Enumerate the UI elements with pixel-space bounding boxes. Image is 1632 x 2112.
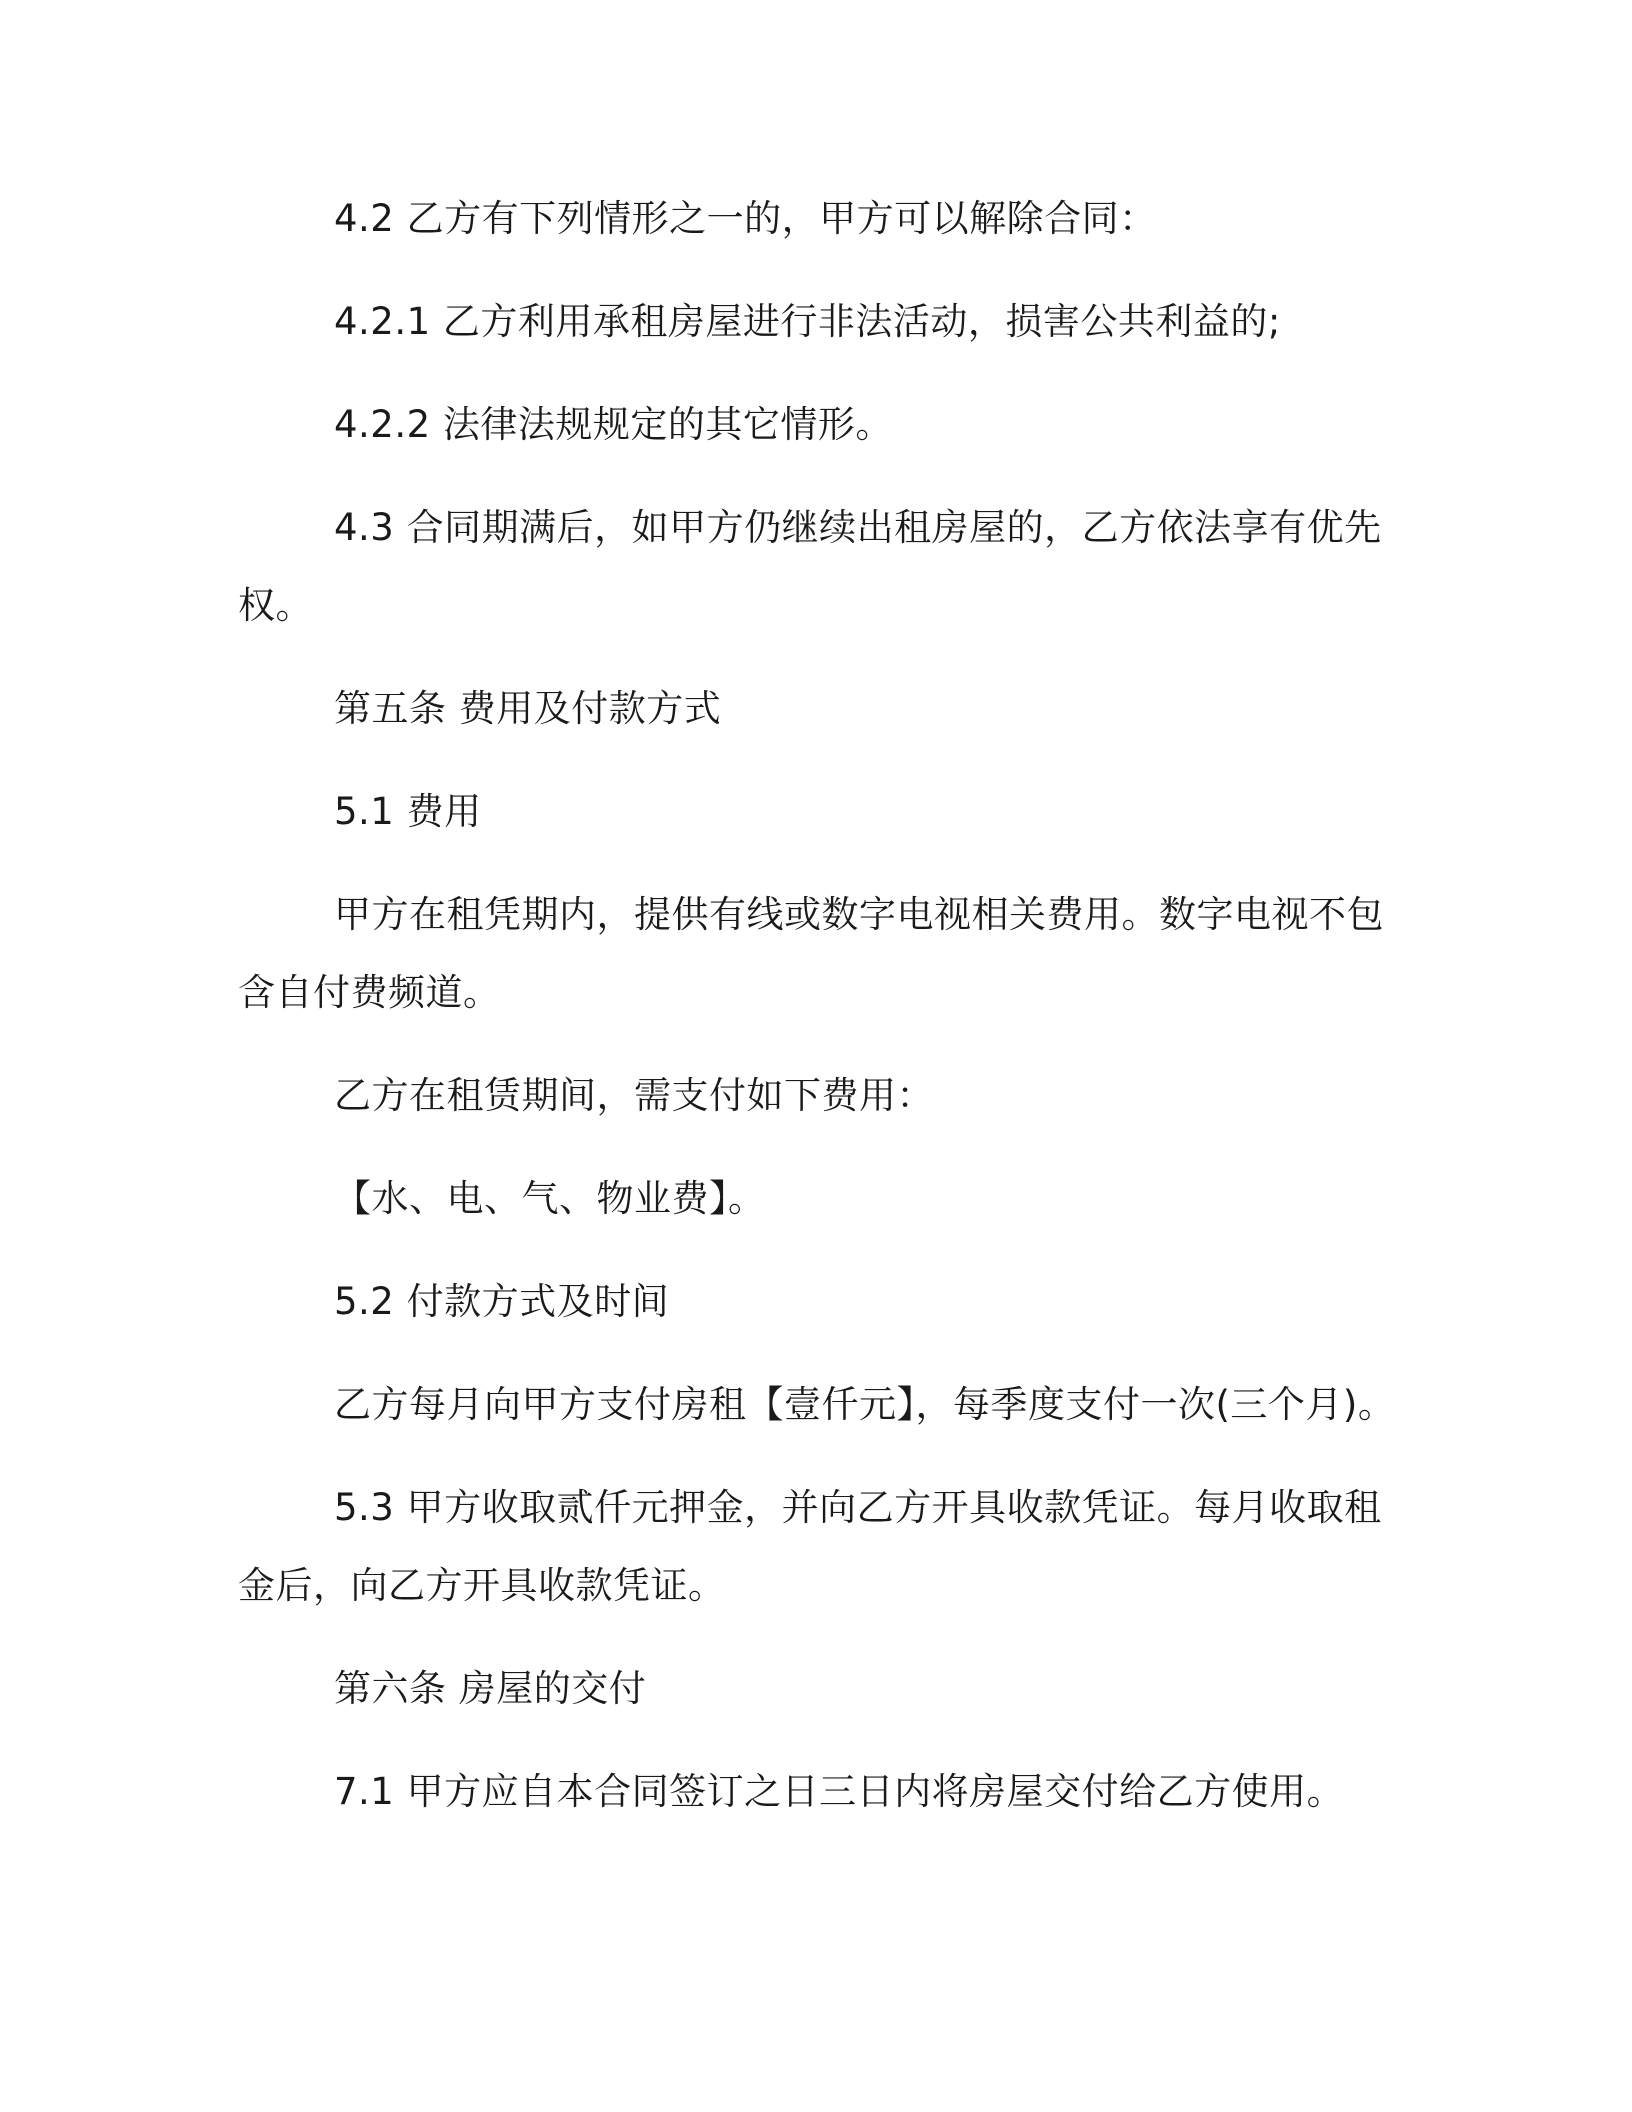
clause-4-2-1: 4.2.1 乙方利用承租房屋进行非法活动，损害公共利益的; — [334, 300, 1281, 343]
clause-5-1-landlord: 甲方在租凭期内，提供有线或数字电视相关费用。数字电视不包含自付费频道。 — [238, 893, 1384, 1014]
clause-5-1-fee-list: 【水、电、气、物业费】。 — [334, 1177, 766, 1220]
clause-5-1: 5.1 费用 — [334, 790, 482, 833]
clause-5-3: 5.3 甲方收取贰仟元押金，并向乙方开具收款凭证。每月收取租金后，向乙方开具收款凭证。 — [238, 1486, 1382, 1607]
clause-5-2-rent: 乙方每月向甲方支付房租【壹仟元】，每季度支付一次(三个月)。 — [334, 1383, 1396, 1426]
clause-4-2-2: 4.2.2 法律法规规定的其它情形。 — [334, 403, 893, 446]
clause-5-1-tenant: 乙方在租赁期间，需支付如下费用： — [334, 1074, 934, 1117]
clause-4-2: 4.2 乙方有下列情形之一的，甲方可以解除合同： — [334, 197, 1157, 240]
clause-5-2: 5.2 付款方式及时间 — [334, 1280, 670, 1323]
clause-4-3: 4.3 合同期满后，如甲方仍继续出租房屋的，乙方依法享有优先权。 — [238, 506, 1382, 627]
article-5-heading: 第五条 费用及付款方式 — [334, 687, 722, 730]
clause-7-1: 7.1 甲方应自本合同签订之日三日内将房屋交付给乙方使用。 — [334, 1770, 1345, 1813]
article-6-heading: 第六条 房屋的交付 — [334, 1667, 647, 1710]
